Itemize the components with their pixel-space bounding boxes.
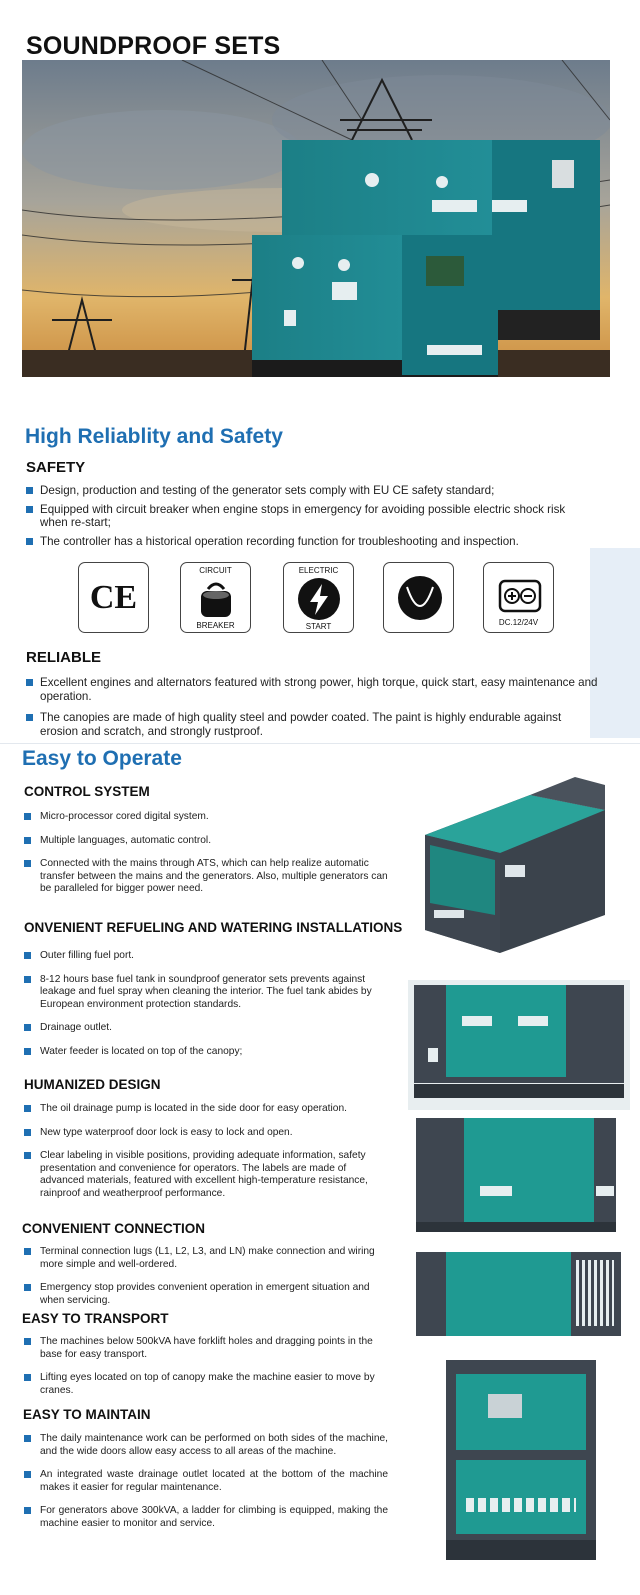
page-title: SOUNDPROOF SETS xyxy=(26,32,281,60)
list-item: New type waterproof door lock is easy to lock and open. xyxy=(24,1127,392,1140)
list-item: Emergency stop provides convenient operation in emergent situation and when servicing. xyxy=(24,1282,394,1307)
reliable-list xyxy=(26,676,601,743)
lightning-icon xyxy=(297,577,341,621)
control-list xyxy=(24,811,396,907)
list-item: The canopies are made of high quality steel and powder coated. The paint is highly endurable against erosion and scratch, and strongly rustproof. xyxy=(26,711,601,738)
transport-list xyxy=(24,1336,392,1408)
list-item: Excellent engines and alternators featured with strong power, high torque, quick start, easy maintenance and operation. xyxy=(26,676,601,703)
generator-sunset-illustration xyxy=(22,60,610,377)
start-label-top: ELECTRIC xyxy=(298,566,339,575)
list-item: Micro-processor cored digital system. xyxy=(24,811,396,824)
battery-terminal-icon xyxy=(498,579,542,613)
humanized-list xyxy=(24,1103,392,1212)
generator-front xyxy=(252,235,498,377)
alternator-icon xyxy=(383,562,454,633)
battery-icon xyxy=(483,562,554,633)
section-heading-operate: Easy to Operate xyxy=(22,747,182,770)
list-item: Water feeder is located on top of the canopy; xyxy=(24,1046,390,1059)
list-item: Outer filling fuel port. xyxy=(24,950,390,963)
safety-list xyxy=(26,484,596,553)
list-item: Drainage outlet. xyxy=(24,1022,390,1035)
section-heading-reliability: High Reliablity and Safety xyxy=(25,425,283,448)
list-item: The oil drainage pump is located in the side door for easy operation. xyxy=(24,1103,392,1116)
refuel-title: ONVENIENT REFUELING AND WATERING INSTALLATIONS xyxy=(24,920,403,935)
maintain-title: EASY TO MAINTAIN xyxy=(23,1407,151,1422)
list-item: An integrated waste drainage outlet located at the bottom of the machine makes it easier for regular maintenance. xyxy=(24,1469,388,1494)
divider xyxy=(0,743,640,744)
generator-side-view-1 xyxy=(408,980,630,1110)
breaker-label-bottom: BREAKER xyxy=(196,621,235,630)
connection-list xyxy=(24,1246,394,1318)
humanized-title: HUMANIZED DESIGN xyxy=(24,1077,161,1092)
list-item: Connected with the mains through ATS, which can help realize automatic transfer between the mains and the generators. Also, multiple generators can be paralleled for bigger power need. xyxy=(24,858,396,896)
circuit-breaker-icon xyxy=(180,562,251,633)
electric-start-icon xyxy=(283,562,354,633)
breaker-icon xyxy=(198,579,234,619)
list-item: The machines below 500kVA have forklift holes and dragging points in the base for easy transport. xyxy=(24,1336,392,1361)
list-item: For generators above 300kVA, a ladder for climbing is equipped, making the machine easier to monitor and service. xyxy=(24,1505,388,1530)
maintain-list xyxy=(24,1433,388,1542)
list-item: The daily maintenance work can be performed on both sides of the machine, and the wide doors allow easy access to all areas of the machine. xyxy=(24,1433,388,1458)
generator-side-view-3 xyxy=(416,1252,621,1336)
safety-title: SAFETY xyxy=(26,459,86,476)
reliable-title: RELIABLE xyxy=(26,649,101,666)
hero-image xyxy=(22,60,610,377)
generator-3d-illustration xyxy=(420,765,610,953)
list-item: Clear labeling in visible positions, providing adequate information, safety presentation and convenience for operators. The labels are made of advanced materials, featured with excellent high-temperature resistance, rainproof and weatherproof performance. xyxy=(24,1150,392,1200)
ce-mark-icon: CE xyxy=(78,562,149,633)
list-item: 8-12 hours base fuel tank in soundproof generator sets prevents against leakage and fuel spray when cleaning the interior. The fuel tank abides by European environment protection standards. xyxy=(24,974,390,1012)
breaker-label-top: CIRCUIT xyxy=(199,566,232,575)
refuel-list xyxy=(24,950,390,1070)
sine-wave-icon xyxy=(397,575,443,621)
list-item: The controller has a historical operation recording function for troubleshooting and inspection. xyxy=(26,535,596,549)
generator-side-view-2 xyxy=(416,1118,616,1232)
list-item: Lifting eyes located on top of canopy make the machine easier to move by cranes. xyxy=(24,1372,392,1397)
control-title: CONTROL SYSTEM xyxy=(24,784,150,799)
connection-title: CONVENIENT CONNECTION xyxy=(22,1221,206,1236)
list-item: Terminal connection lugs (L1, L2, L3, and LN) make connection and wiring more simple and well-ordered. xyxy=(24,1246,394,1271)
list-item: Equipped with circuit breaker when engine stops in emergency for avoiding possible electric shock risk when re-start; xyxy=(26,503,596,530)
list-item: Multiple languages, automatic control. xyxy=(24,835,396,848)
battery-label: DC.12/24V xyxy=(498,618,539,627)
list-item: Design, production and testing of the generator sets comply with EU CE safety standard; xyxy=(26,484,596,498)
generator-front-view xyxy=(446,1360,596,1560)
start-label-bottom: START xyxy=(305,622,332,631)
transport-title: EASY TO TRANSPORT xyxy=(22,1311,169,1326)
